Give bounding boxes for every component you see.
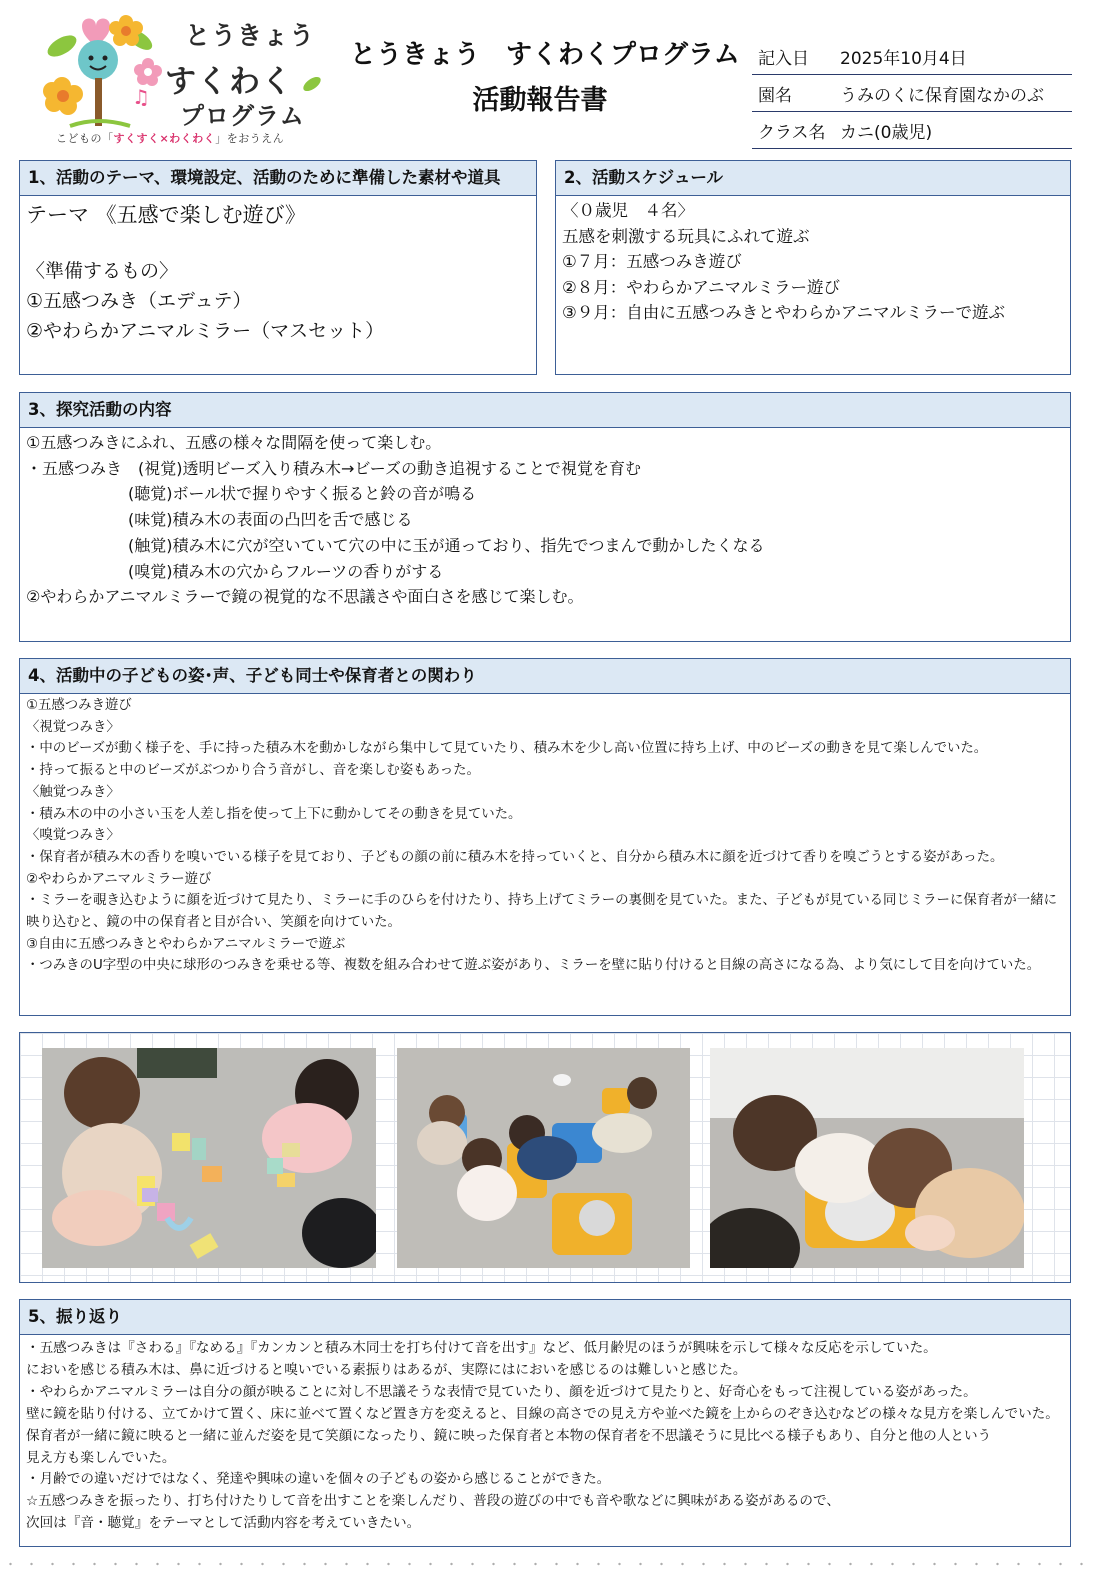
- observation-line: ・保育者が積み木の香りを嗅いでいる様子を見ており、子どもの顔の前に積み木を持っていくと、自分から積み木に顔を近づけて香りを嗅ごうとする姿があった。: [26, 849, 1004, 865]
- content-sense-line: (味覚)積み木の表面の凸凹を舌で感じる: [128, 510, 413, 530]
- observation-line: 〈触覚つみき〉: [26, 784, 120, 800]
- activity-photo-3: [710, 1048, 1024, 1268]
- logo-tagline: [56, 130, 284, 146]
- tagline-prefix: こどもの「: [56, 132, 114, 145]
- prep-list: [26, 256, 530, 346]
- section-observations-heading: 4、活動中の子どもの姿･声、子ども同士や保育者との関わり: [20, 659, 1070, 694]
- reflection-line: ・五感つみきは『さわる』『なめる』『カンカンと積み木同士を打ち付けて音を出す』など、低月齢児のほうが興味を示して様々な反応を示していた。: [26, 1340, 937, 1356]
- observation-line: 映り込むと、鏡の中の保育者と目が合い、笑顔を向けていた。: [26, 915, 401, 931]
- content-line: ・五感つみき (視覚)透明ビーズ入り積み木→ビーズの動き追視することで視覚を育む: [26, 458, 642, 478]
- observation-line: ・持って振ると中のビーズがぶつかり合う音がし、音を楽しむ姿もあった。: [26, 763, 480, 779]
- observation-line: ・積み木の中の小さい玉を人差し指を使って上下に動かしてその動きを見ていた。: [26, 806, 522, 822]
- schedule-line: ②８月：やわらかアニマルミラー遊び: [562, 277, 840, 297]
- reflection-line: ・月齢での違いだけではなく、発達や興味の違いを個々の子どもの姿から感じることができた。: [26, 1471, 611, 1488]
- reflection-line: 次回は『音・聴覚』をテーマとして活動内容を考えていきたい。: [26, 1515, 421, 1532]
- observation-line: ・中のビーズが動く様子を、手に持った積み木を動かしながら集中して見ていたり、積み木を少し高い位置に持ち上げ、中のビーズの動きを見て楽しんでいた。: [26, 741, 988, 757]
- observation-line: 〈視覚つみき〉: [26, 719, 120, 735]
- section-schedule: [555, 160, 1071, 375]
- content-sense-line: (嗅覚)積み木の穴からフルーツの香りがする: [128, 561, 444, 581]
- section-schedule-body: [556, 196, 1070, 330]
- page-subtitle: 活動報告書: [472, 85, 608, 116]
- observation-line: 〈嗅覚つみき〉: [26, 828, 120, 844]
- activity-photo-2: [397, 1048, 690, 1268]
- logo-text-line2: すくわく: [165, 64, 293, 100]
- class-value: カニ(0歳児): [840, 122, 933, 143]
- meta-row-date: [752, 38, 1072, 75]
- reflection-line: ☆五感つみきを振ったり、打ち付けたりして音を出すことを楽しんだり、普段の遊びの中でも音や歌などに興味がある姿があるので、: [26, 1493, 840, 1510]
- meta-row-nursery: [752, 75, 1072, 112]
- tagline-highlight: すくすく×わくわく: [113, 132, 216, 145]
- content-line: ②やわらかアニマルミラーで鏡の視覚的な不思議さや面白さを感じて楽しむ。: [26, 587, 584, 607]
- reflection-line: においを感じる積み木は、鼻に近づけると嗅いでいる素振りはあるが、実際にはにおいを感じるのは難しいと感じた。: [26, 1361, 747, 1378]
- section-reflection-heading: 5、振り返り: [20, 1300, 1070, 1335]
- theme-text: テーマ 《五感で楽しむ遊び》: [26, 203, 306, 227]
- class-label: クラス名: [758, 122, 826, 143]
- section-content: [19, 392, 1071, 642]
- content-line: ①五感つみきにふれ、五感の様々な間隔を使って楽しむ。: [26, 433, 442, 452]
- prep-line: ②やわらかアニマルミラー（マスセット）: [26, 320, 385, 342]
- schedule-line: 五感を刺激する玩具にふれて遊ぶ: [562, 226, 810, 246]
- prep-line: ①五感つみき（エデュテ）: [26, 290, 252, 312]
- observation-line: ①五感つみき遊び: [26, 698, 132, 713]
- schedule-line: ③９月：自由に五感つみきとやわらかアニマルミラーで遊ぶ: [562, 303, 1005, 322]
- section-observations: [19, 658, 1071, 1016]
- section-theme-body: [20, 196, 536, 350]
- activity-photo-1: [42, 1048, 376, 1268]
- program-logo: [40, 8, 340, 148]
- date-value: 2025年10月4日: [840, 48, 967, 69]
- date-label: 記入日: [758, 48, 809, 69]
- observation-line: ③自由に五感つみきとやわらかアニマルミラーで遊ぶ: [26, 936, 346, 952]
- reflection-line: ・やわらかアニマルミラーは自分の顔が映ることに対し不思議そうな表情で見ていたり、顔を近づけて見たりと、好奇心をもって注視している姿があった。: [26, 1383, 977, 1400]
- section-observations-body: [20, 694, 1070, 981]
- section-content-heading: 3、探究活動の内容: [20, 393, 1070, 428]
- page-title: とうきょう すくわくプログラム: [350, 40, 740, 70]
- logo-text-line1: とうきょう: [185, 21, 316, 50]
- page-bottom-dotted-edge: [0, 1562, 1099, 1566]
- reflection-line: 見え方も楽しんでいた。: [26, 1449, 176, 1466]
- reflection-line: 壁に鏡を貼り付ける、立てかけて置く、床に並べて置くなど置き方を変えると、目線の高さでの見え方や並べた鏡を上からのぞき込むなどの様々な見方を楽しんでいた。: [26, 1405, 1059, 1422]
- schedule-line: 〈０歳児 ４名〉: [562, 201, 694, 220]
- section-schedule-heading: 2、活動スケジュール: [556, 161, 1070, 196]
- photo-gallery: [19, 1032, 1071, 1283]
- meta-table: [752, 38, 1072, 149]
- logo-text-line3: プログラム: [180, 102, 305, 130]
- section-reflection-body: [20, 1335, 1070, 1539]
- content-sense-line: (触覚)積み木に穴が空いていて穴の中に玉が通っており、指先でつまんで動かしたくなる: [128, 535, 765, 555]
- svg-text:♫: ♫: [132, 85, 150, 109]
- observation-line: ②やわらかアニマルミラー遊び: [26, 871, 212, 887]
- section-reflection: [19, 1299, 1071, 1547]
- meta-row-class: [752, 112, 1072, 149]
- content-sense-line: (聴覚)ボール状で握りやすく振ると鈴の音が鳴る: [128, 484, 477, 504]
- section-content-body: [20, 428, 1070, 614]
- section-theme: [19, 160, 537, 375]
- nursery-label: 園名: [758, 85, 792, 106]
- observation-line: ・ミラーを覗き込むように顔を近づけて見たり、ミラーに手のひらを付けたり、持ち上げてミラーの裏側を見ていた。また、子どもが見ている同じミラーに保育者が一緒に: [26, 893, 1058, 909]
- reflection-line: 保育者が一緒に鏡に映ると一緒に並んだ姿を見て笑顔になったり、鏡に映った保育者と本物の保育者を不思議そうに見比べる様子もあり、自分と他の人という: [26, 1427, 992, 1444]
- prep-line: 〈準備するもの〉: [26, 260, 179, 282]
- nursery-value: うみのくに保育園なかのぶ: [840, 85, 1044, 106]
- observation-line: ・つみきのU字型の中央に球形のつみきを乗せる等、複数を組み合わせて遊ぶ姿があり、ミラーを壁に貼り付けると目線の高さになる為、より気にして目を向けていた。: [26, 958, 1041, 974]
- schedule-line: ①７月：五感つみき遊び: [562, 252, 742, 271]
- tagline-suffix: 」をおうえん: [215, 132, 285, 145]
- section-theme-heading: 1、活動のテーマ、環境設定、活動のために準備した素材や道具: [20, 161, 536, 196]
